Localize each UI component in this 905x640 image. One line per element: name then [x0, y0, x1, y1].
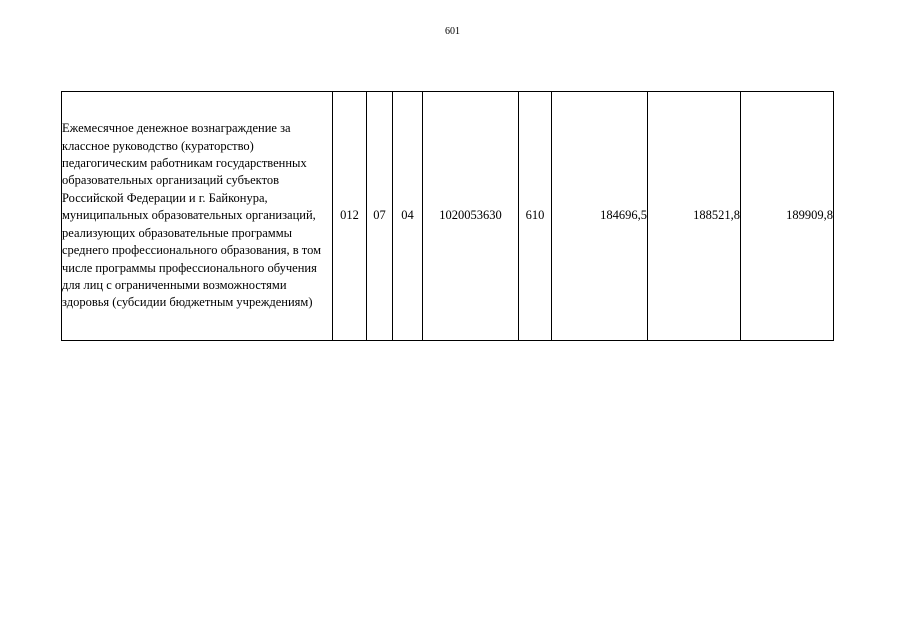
- cell-amount-1: 184696,5: [552, 92, 648, 341]
- cell-ministry-code: 012: [333, 92, 367, 341]
- cell-subsection-code: 04: [393, 92, 423, 341]
- cell-amount-2: 188521,8: [648, 92, 741, 341]
- cell-amount-3: 189909,8: [741, 92, 834, 341]
- table-row: [62, 92, 834, 341]
- cell-description: Ежемесячное денежное вознаграждение за классное руководство (кураторство) педагогическим работникам государственных образовательных организаций субъектов Российской Федерации и г. Байконура, муниципальных образовательных организаций, реализующих образовательные программы среднего профессионального образования, в том числе программы профессионального обучения для лиц с ограниченными возможностями здоровья (субсидии бюджетным учреждениям): [62, 92, 333, 341]
- cell-target-article: 1020053630: [423, 92, 519, 341]
- cell-expense-type: 610: [519, 92, 552, 341]
- page-number: 601: [445, 26, 460, 37]
- budget-table: [61, 91, 834, 341]
- cell-section-code: 07: [367, 92, 393, 341]
